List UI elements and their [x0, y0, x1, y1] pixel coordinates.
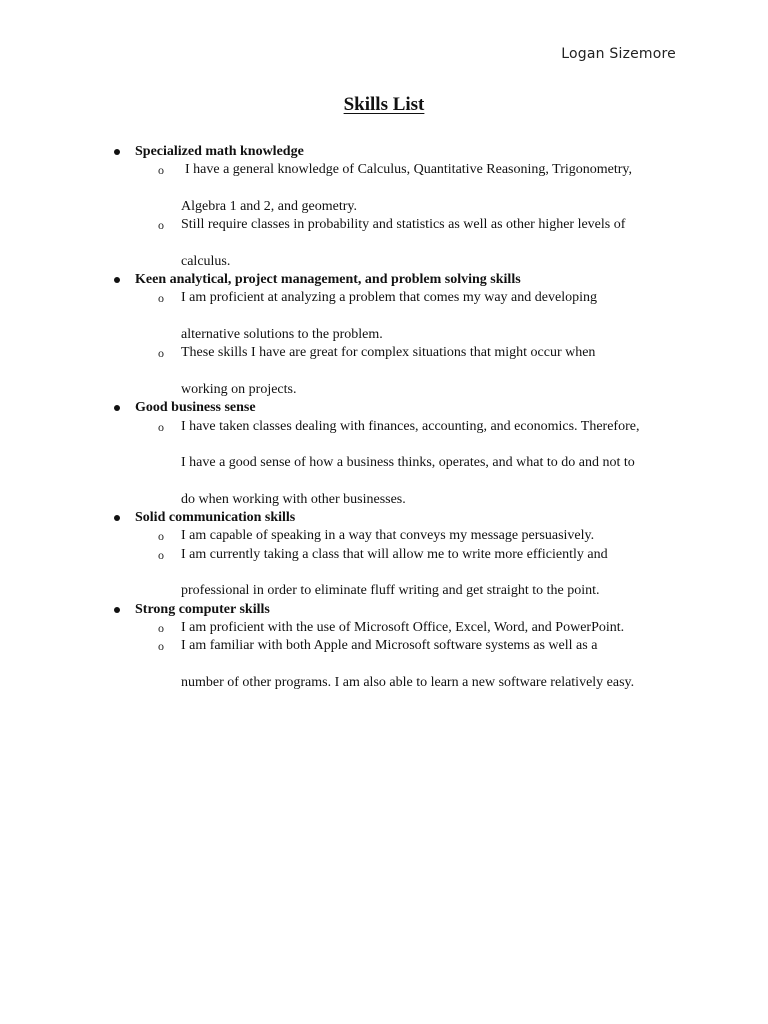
sub-bullet-icon: o	[158, 529, 164, 544]
skill-detail-line: I am currently taking a class that will allow me to write more efficiently and	[181, 546, 608, 562]
skill-heading: Keen analytical, project management, and problem solving skills	[135, 272, 521, 288]
skill-detail-line: I am capable of speaking in a way that conveys my message persuasively.	[181, 528, 595, 544]
bullet-icon	[114, 277, 120, 283]
sub-bullet-icon: o	[158, 547, 164, 562]
skill-detail-line: Still require classes in probability and statistics as well as other higher levels of	[181, 217, 626, 233]
skill-detail-line: alternative solutions to the problem.	[181, 327, 383, 342]
skill-detail-line: These skills I have are great for complex situations that might occur when	[181, 345, 596, 361]
sub-bullet-icon: o	[158, 639, 164, 654]
sub-bullet-icon: o	[158, 620, 164, 635]
skill-heading: Good business sense	[135, 400, 256, 416]
skill-detail-line: number of other programs. I am also able to learn a new software relatively easy.	[181, 674, 635, 690]
skill-detail-line: I am proficient at analyzing a problem that comes my way and developing	[181, 290, 597, 306]
skill-detail-line: Algebra 1 and 2, and geometry.	[181, 198, 357, 214]
skill-detail-line: professional in order to eliminate fluff writing and get straight to the point.	[181, 583, 600, 599]
bullet-icon	[114, 515, 120, 521]
document-title: Skills List	[343, 94, 425, 115]
sub-bullet-icon: o	[158, 346, 164, 361]
skill-detail-line: do when working with other businesses.	[181, 491, 406, 507]
author-name: Logan Sizemore	[561, 46, 676, 62]
skill-detail-line: I am proficient with the use of Microsoft Office, Excel, Word, and PowerPoint.	[181, 619, 625, 635]
bullet-icon	[114, 149, 120, 155]
skill-detail-line: I have taken classes dealing with finances, accounting, and economics. Therefore,	[181, 418, 640, 434]
skill-heading: Solid communication skills	[135, 510, 296, 525]
sub-bullet-icon: o	[158, 163, 164, 178]
skill-detail-line: I have a general knowledge of Calculus, Quantitative Reasoning, Trigonometry,	[185, 162, 632, 178]
sub-bullet-icon: o	[158, 291, 164, 306]
bullet-icon	[114, 607, 120, 613]
sub-bullet-icon: o	[158, 419, 164, 434]
bullet-icon	[114, 405, 120, 411]
skill-heading: Specialized math knowledge	[135, 144, 304, 159]
skill-detail-line: I am familiar with both Apple and Microsoft software systems as well as a	[181, 638, 598, 654]
skill-detail-line: working on projects.	[181, 381, 297, 397]
skill-heading: Strong computer skills	[135, 601, 270, 617]
skill-detail-line: I have a good sense of how a business thinks, operates, and what to do and not to	[181, 455, 635, 471]
sub-bullet-icon: o	[158, 218, 164, 233]
skill-detail-line: calculus.	[181, 253, 231, 269]
